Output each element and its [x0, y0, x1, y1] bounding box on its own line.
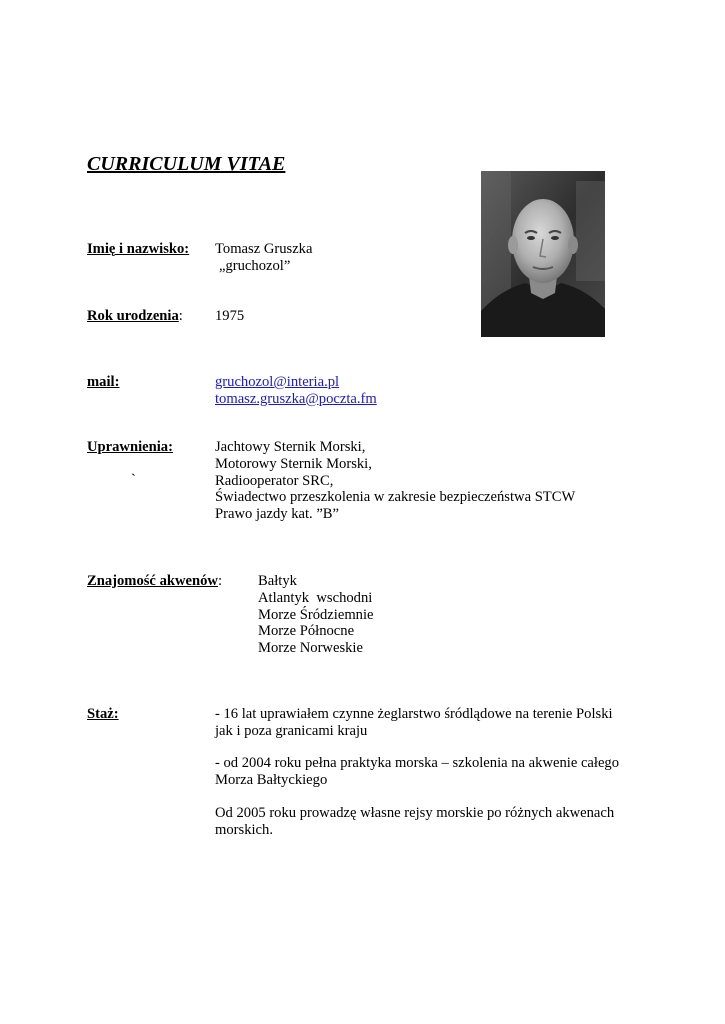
birth-value: 1975 [215, 308, 245, 324]
licenses-list [215, 439, 575, 523]
stray-mark: ` [131, 472, 136, 488]
portrait-photo [481, 171, 605, 337]
licenses-label: Uprawnienia: [87, 439, 173, 455]
license-item: Jachtowy Sternik Morski, [215, 439, 366, 455]
cv-title: CURRICULUM VITAE [87, 153, 286, 175]
mail-label: mail: [87, 374, 120, 390]
experience-paragraph-3: Od 2005 roku prowadzę własne rejsy morskie po różnych akwenach morskich. [215, 805, 615, 838]
waters-list [258, 573, 374, 657]
license-item: Motorowy Sternik Morski, [215, 455, 372, 472]
nickname-value: „gruchozol” [219, 257, 291, 274]
experience-label: Staż: [87, 706, 119, 722]
name-value-block [215, 241, 312, 275]
birth-label: Rok urodzenia: [87, 308, 183, 324]
mail-link-1[interactable]: gruchozol@interia.pl [215, 374, 340, 390]
license-item: Prawo jazdy kat. ”B” [215, 506, 340, 523]
water-item: Morze Północne [258, 623, 355, 640]
water-item: Morze Śródziemnie [258, 606, 374, 623]
water-item: Morze Norweskie [258, 640, 363, 657]
experience-paragraph-1: - 16 lat uprawiałem czynne żeglarstwo śródlądowe na terenie Polski jak i poza granicami kraju [215, 706, 613, 739]
mail-list [215, 374, 377, 408]
license-item: Świadectwo przeszkolenia w zakresie bezpieczeństwa STCW [215, 489, 576, 506]
water-item: Atlantyk wschodni [258, 589, 373, 606]
experience-paragraph-2: - od 2004 roku pełna praktyka morska – szkolenia na akwenie całego Morza Bałtyckiego [215, 755, 620, 788]
portrait-icon [481, 171, 605, 337]
water-item: Bałtyk [258, 573, 297, 589]
name-value: Tomasz Gruszka [215, 241, 313, 257]
license-item: Radiooperator SRC, [215, 472, 334, 489]
name-label: Imię i nazwisko: [87, 241, 190, 257]
mail-link-2[interactable]: tomasz.gruszka@poczta.fm [215, 390, 377, 407]
waters-label: Znajomość akwenów: [87, 573, 223, 589]
